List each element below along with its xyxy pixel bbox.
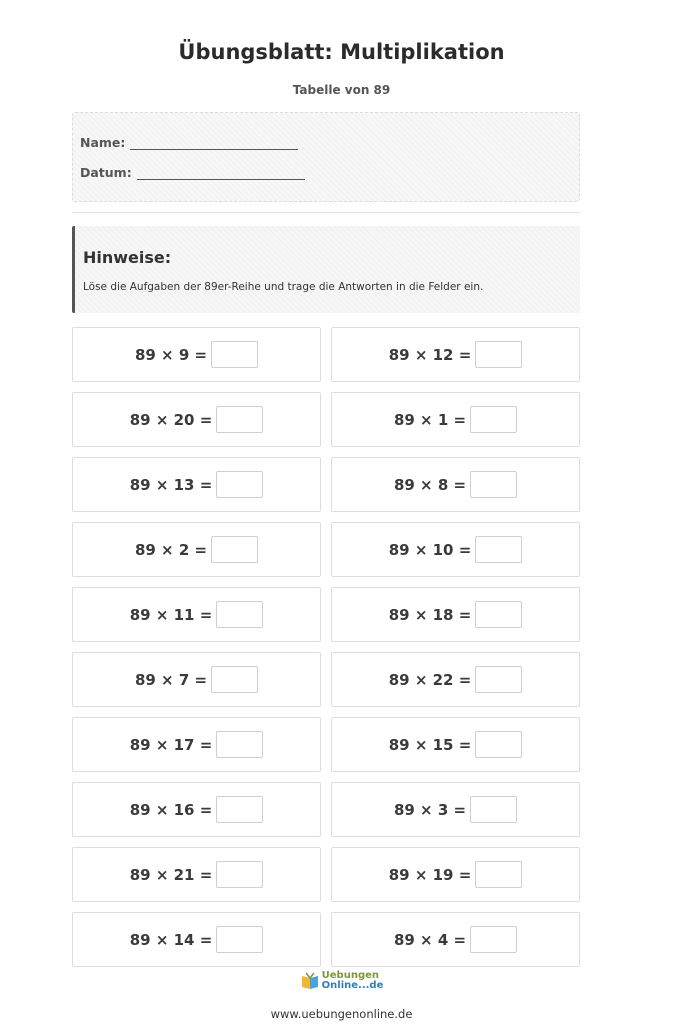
problem-label: 89 × 2 = [134, 540, 208, 559]
problem-cell [331, 457, 580, 512]
problem-label: 89 × 19 = [388, 865, 472, 884]
problem-cell [72, 652, 321, 707]
problem-label: 89 × 22 = [388, 670, 472, 689]
problem-cell [72, 912, 321, 967]
problem-label: 89 × 14 = [129, 930, 213, 949]
answer-box[interactable] [216, 861, 263, 888]
problem-label: 89 × 18 = [388, 605, 472, 624]
answer-box[interactable] [475, 731, 522, 758]
problem-label: 89 × 10 = [388, 540, 472, 559]
footer-url[interactable]: www.uebungenonline.de [270, 1007, 413, 1021]
problem-cell [331, 717, 580, 772]
problem-label: 89 × 1 = [393, 410, 467, 429]
problem-label: 89 × 15 = [388, 735, 472, 754]
problem-cell [331, 587, 580, 642]
problem-cell [72, 327, 321, 382]
problem-label: 89 × 8 = [393, 475, 467, 494]
answer-box[interactable] [216, 471, 263, 498]
problem-cell [331, 847, 580, 902]
problem-cell [331, 327, 580, 382]
problem-label: 89 × 4 = [393, 930, 467, 949]
problem-cell [72, 457, 321, 512]
problem-label: 89 × 7 = [134, 670, 208, 689]
problem-cell [331, 392, 580, 447]
problem-label: 89 × 21 = [129, 865, 213, 884]
answer-box[interactable] [216, 796, 263, 823]
answer-box[interactable] [216, 406, 263, 433]
answer-box[interactable] [211, 666, 258, 693]
book-logo-icon [300, 971, 320, 991]
problem-cell [72, 522, 321, 577]
site-logo [0, 969, 683, 993]
problem-cell [331, 652, 580, 707]
answer-box[interactable] [216, 926, 263, 953]
answer-box[interactable] [470, 796, 517, 823]
logo-text-top: Uebungen [321, 970, 379, 981]
problem-label: 89 × 3 = [393, 800, 467, 819]
hints-box [72, 226, 580, 313]
page-title: Übungsblatt: Multiplikation [178, 40, 505, 64]
problem-label: 89 × 20 = [129, 410, 213, 429]
problem-label: 89 × 12 = [388, 345, 472, 364]
date-field[interactable] [137, 168, 305, 180]
problem-cell [331, 522, 580, 577]
name-label: Name: [80, 135, 126, 150]
problem-cell [72, 392, 321, 447]
answer-box[interactable] [211, 341, 258, 368]
date-line [80, 165, 305, 180]
problem-cell [72, 717, 321, 772]
problem-label: 89 × 16 = [129, 800, 213, 819]
answer-box[interactable] [475, 601, 522, 628]
problem-cell [331, 782, 580, 837]
problem-cell [72, 847, 321, 902]
name-line [80, 135, 298, 150]
answer-box[interactable] [211, 536, 258, 563]
answer-box[interactable] [475, 536, 522, 563]
answer-box[interactable] [216, 601, 263, 628]
problem-label: 89 × 9 = [134, 345, 208, 364]
name-field[interactable] [130, 138, 298, 150]
problem-cell [72, 782, 321, 837]
hints-text: Löse die Aufgaben der 89er-Reihe und trage die Antworten in die Felder ein. [83, 281, 484, 293]
problem-label: 89 × 17 = [129, 735, 213, 754]
logo-text-bottom: Online...de [321, 980, 384, 991]
hints-title: Hinweise: [83, 248, 172, 267]
problem-label: 89 × 13 = [129, 475, 213, 494]
answer-box[interactable] [475, 861, 522, 888]
answer-box[interactable] [470, 406, 517, 433]
problem-label: 89 × 11 = [129, 605, 213, 624]
section-divider [72, 212, 580, 213]
problem-grid [72, 327, 580, 967]
answer-box[interactable] [475, 341, 522, 368]
answer-box[interactable] [216, 731, 263, 758]
student-info-box [72, 112, 580, 202]
date-label: Datum: [80, 165, 132, 180]
answer-box[interactable] [470, 926, 517, 953]
answer-box[interactable] [470, 471, 517, 498]
problem-cell [331, 912, 580, 967]
answer-box[interactable] [475, 666, 522, 693]
page-subtitle: Tabelle von 89 [292, 83, 391, 97]
problem-cell [72, 587, 321, 642]
